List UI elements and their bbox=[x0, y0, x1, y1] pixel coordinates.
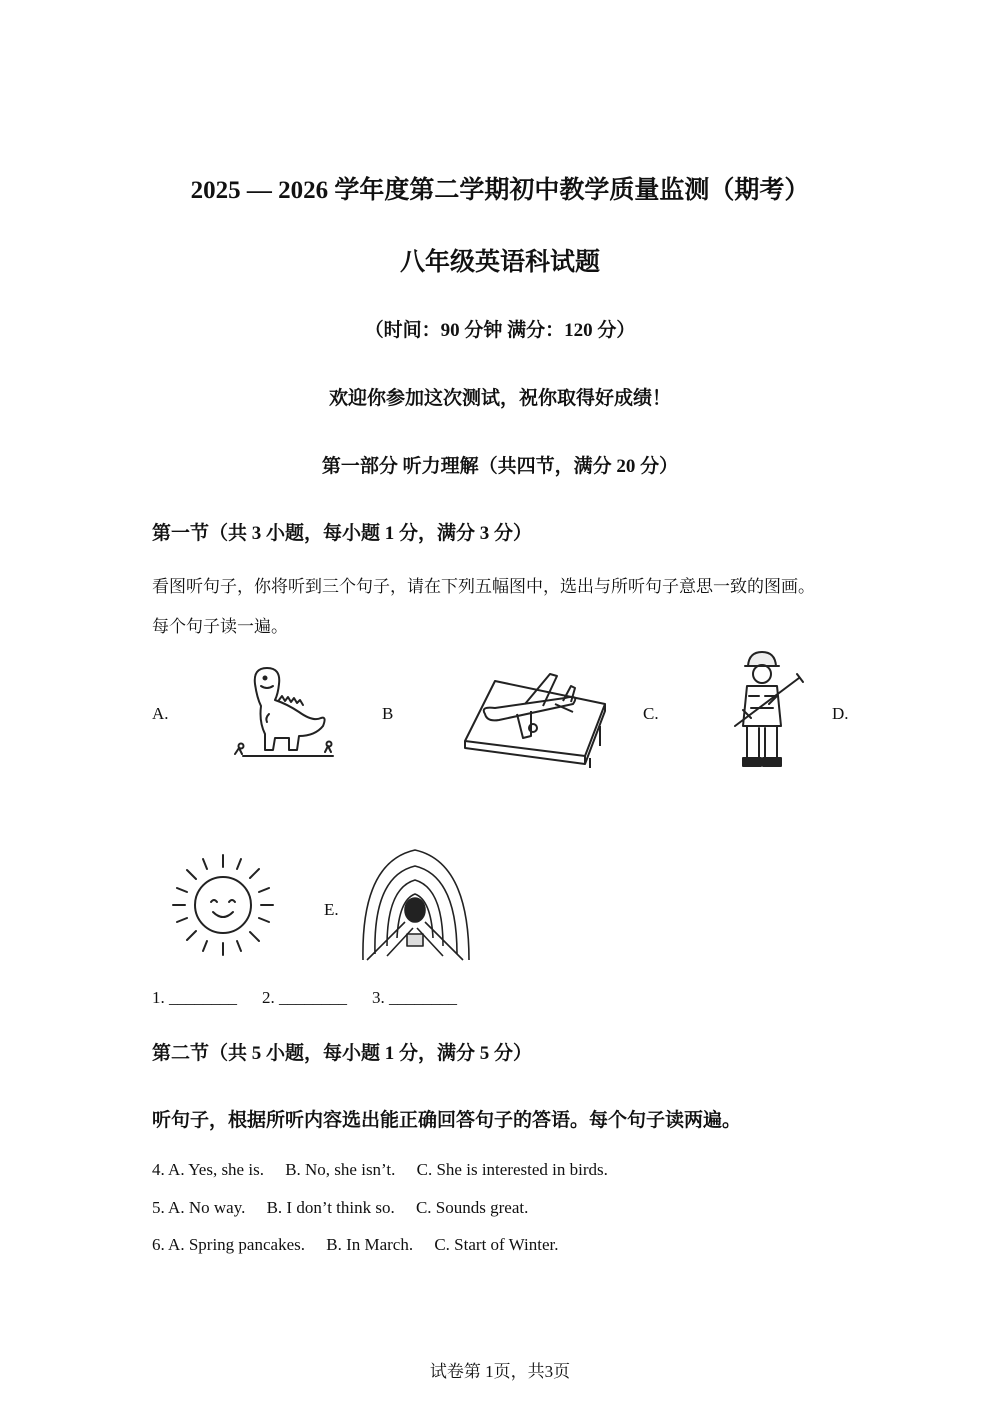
part1-heading: 第一部分 听力理解（共四节，满分 20 分） bbox=[321, 456, 679, 477]
option-label-d: D. bbox=[832, 704, 849, 723]
dinosaur-image bbox=[225, 656, 350, 764]
sun-image bbox=[165, 850, 280, 960]
airplane-image bbox=[455, 656, 610, 771]
option-label-a: A. bbox=[152, 704, 169, 723]
question-4: 4. A. Yes, she is. B. No, she isn’t. C. She is interested in birds. bbox=[152, 1160, 608, 1179]
option-label-c: C. bbox=[643, 704, 659, 723]
question-6: 6. A. Spring pancakes. B. In March. C. Start of Winter. bbox=[152, 1235, 559, 1254]
answer-blank-3[interactable]: 3. ________ bbox=[372, 988, 457, 1007]
time-info: （时间：90 分钟 满分：120 分） bbox=[364, 320, 636, 341]
option-label-b: B bbox=[382, 704, 394, 723]
section2-instruction: 听句子，根据所听内容选出能正确回答句子的答语。每个句子读两遍。 bbox=[152, 1110, 742, 1131]
section1-heading: 第一节（共 3 小题，每小题 1 分，满分 3 分） bbox=[152, 523, 533, 544]
welcome-message: 欢迎你参加这次测试，祝你取得好成绩！ bbox=[328, 388, 671, 409]
tunnel-image bbox=[357, 842, 475, 964]
soldier-image bbox=[715, 648, 810, 773]
page-footer: 试卷第 1页，共3页 bbox=[429, 1362, 571, 1381]
section1-instruction-line2: 每个句子读一遍。 bbox=[152, 617, 288, 636]
answer-blank-1[interactable]: 1. ________ bbox=[152, 988, 237, 1007]
section2-heading: 第二节（共 5 小题，每小题 1 分，满分 5 分） bbox=[152, 1043, 533, 1064]
option-label-e: E. bbox=[324, 900, 339, 919]
exam-title: 2025 — 2026 学年度第二学期初中教学质量监测（期考） bbox=[190, 177, 810, 204]
question-5: 5. A. No way. B. I don’t think so. C. Sounds great. bbox=[152, 1198, 529, 1217]
exam-subtitle: 八年级英语科试题 bbox=[399, 249, 600, 276]
section1-instruction-line1: 看图听句子，你将听到三个句子，请在下列五幅图中，选出与所听句子意思一致的图画。 bbox=[152, 577, 815, 596]
answer-blank-2[interactable]: 2. ________ bbox=[262, 988, 347, 1007]
